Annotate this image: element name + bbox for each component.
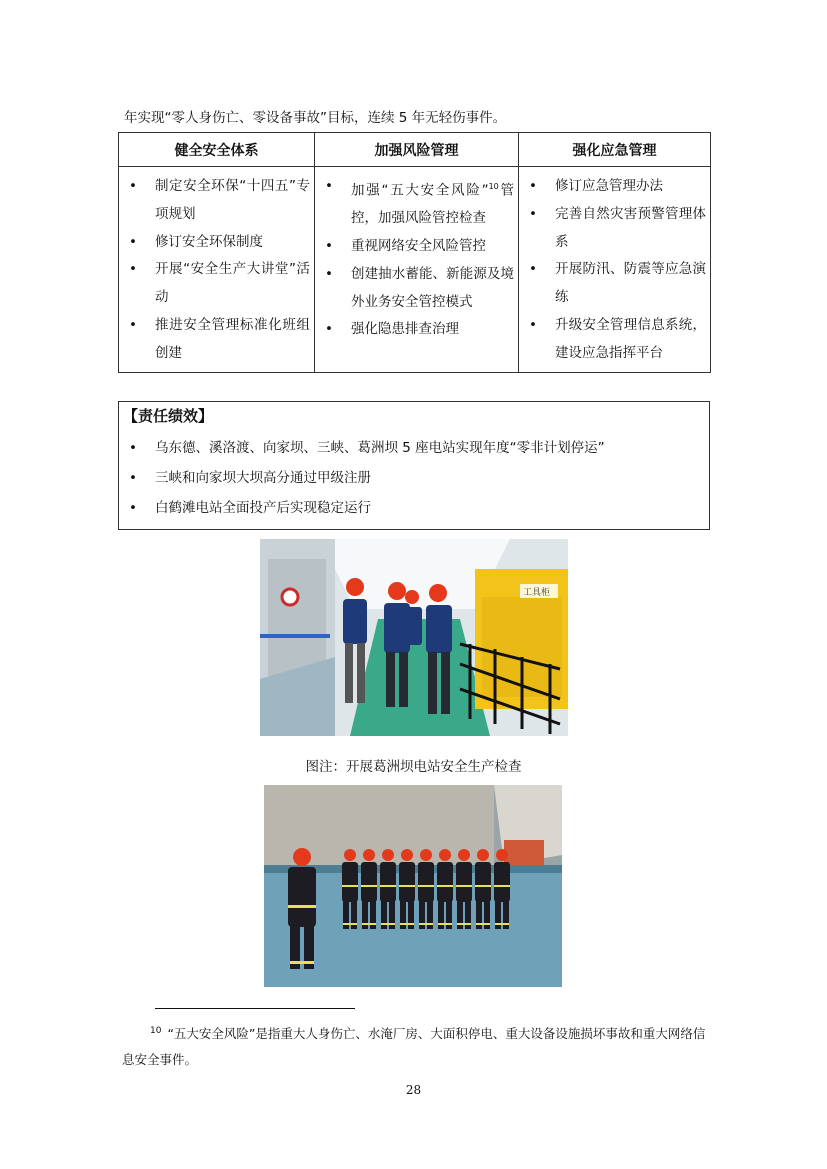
table-cell [119,167,315,373]
bullet-list [523,173,706,368]
measures-table [118,132,711,373]
list-item: • 创建抽水蓄能、新能源及境外业务安全管控模式 [319,261,514,317]
column-header: 健全安全体系 [119,133,315,167]
sign-text: 工具柜 [523,588,551,598]
footnote-ref[interactable]: 10 [488,182,499,191]
list-item: • 三峡和向家坝大坝高分通过甲级注册 [119,463,709,493]
performance-box [118,401,710,530]
table-row [119,167,711,373]
list-item: • 白鹤滩电站全面投产后实现稳定运行 [119,493,709,523]
footnote-divider [155,1008,355,1009]
page-number: 28 [405,1083,422,1097]
list-item: • 强化隐患排查治理 [319,316,514,344]
performance-list [119,433,709,523]
list-item: • 重视网络安全风险管控 [319,233,514,261]
photo-caption: 图注：开展葛洲坝电站安全生产检查 [305,759,522,775]
list-item-text: 加强“五大安全风险” [351,182,489,199]
column-header: 强化应急管理 [519,133,711,167]
list-item: • 开展防汛、防震等应急演练 [523,256,706,312]
footnote-text: “五大安全风险”是指重大人身伤亡、水淹厂房、大面积停电、重大设备设施损坏事故和重大网络信息安全事件。 [122,1026,706,1068]
inspection-photo-illustration [260,539,568,736]
column-header: 加强风险管理 [315,133,519,167]
inspection-photo [260,539,568,736]
footnote-number: 10 [150,1026,162,1036]
list-item: • 开展“安全生产大讲堂”活动 [123,256,310,312]
list-item: • 修订安全环保制度 [123,229,310,257]
bullet-list [123,173,310,368]
list-item: • 修订应急管理办法 [523,173,706,201]
list-item: • 制定安全环保“十四五”专项规划 [123,173,310,229]
table-cell [315,167,519,373]
bullet-list [319,173,514,344]
intro-line: 年实现“零人身伤亡、零设备事故”目标，连续 5 年无轻伤事件。 [124,110,507,126]
table-cell [519,167,711,373]
list-item-text: 管控，加强风险管控检查 [351,182,514,227]
table-header-row [119,133,711,167]
list-item: • 推进安全管理标准化班组创建 [123,312,310,368]
list-item: • 完善自然灾害预警管理体系 [523,201,706,257]
drill-photo [264,785,562,987]
list-item: • 升级安全管理信息系统，建设应急指挥平台 [523,312,706,368]
footnote [122,1018,712,1073]
list-item [319,173,514,233]
performance-title: 【责任绩效】 [123,407,214,425]
drill-photo-illustration [264,785,562,987]
list-item: • 乌东德、溪洛渡、向家坝、三峡、葛洲坝 5 座电站实现年度“零非计划停运” [119,433,709,463]
